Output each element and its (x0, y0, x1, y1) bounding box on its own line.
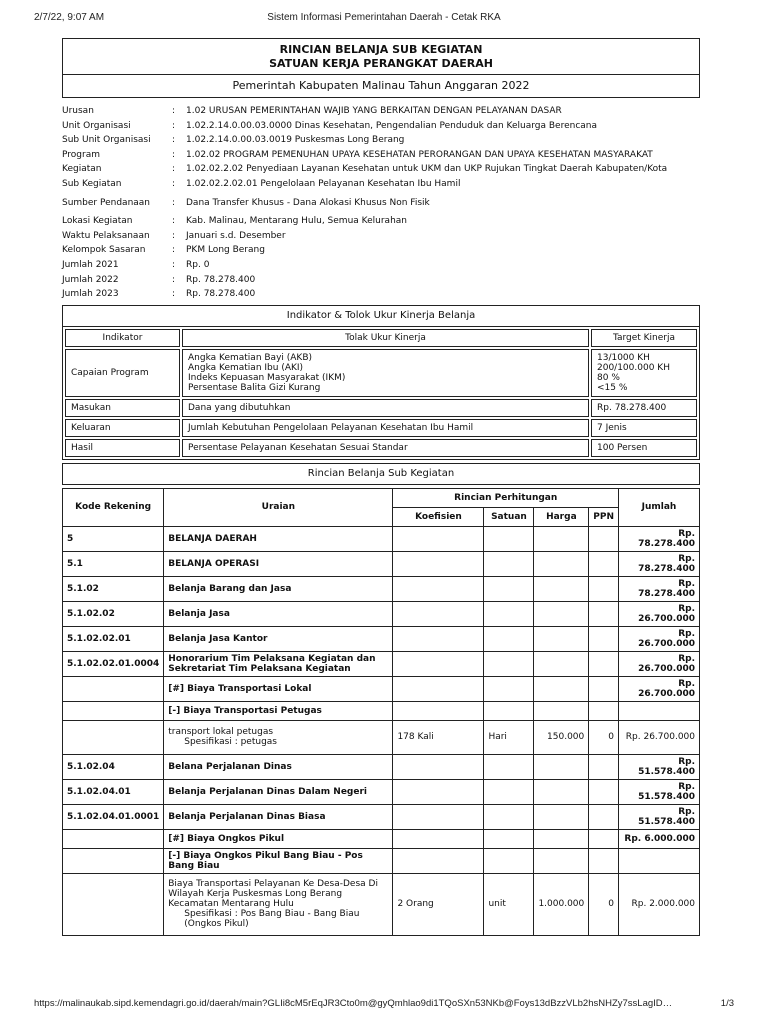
indikator-header-row (65, 329, 697, 347)
uraian-line: Belanja Jasa (168, 608, 230, 619)
meta-row (62, 243, 700, 258)
harga-cell (534, 526, 589, 551)
meta-colon: : (172, 197, 176, 208)
meta-value: PKM Long Berang (186, 245, 265, 256)
meta-key: Lokasi Kegiatan (62, 216, 133, 227)
target-cell (591, 419, 697, 437)
meta-row (62, 273, 700, 288)
target-cell (591, 399, 697, 417)
rincian-title: Rincian Belanja Sub Kegiatan (62, 463, 700, 485)
jumlah-cell: Rp. 26.700.000 (619, 676, 700, 701)
ppn-cell (589, 551, 619, 576)
uraian-cell (164, 804, 393, 829)
uraian-cell (164, 651, 393, 676)
jumlah-cell: Rp. 78.278.400 (619, 576, 700, 601)
page-url: https://malinaukab.sipd.kemendagri.go.id/daerah/main?GLIi8cM5rEqJR3Cto0m@gyQmhlao9di1TQoSXn53NKb@Foys13dBzzVLb2hsNHZy7ssLagID… (34, 998, 673, 1009)
meta-value: 1.02.02.2.02.01 Pengelolaan Pelayanan Kesehatan Ibu Hamil (186, 178, 461, 189)
meta-row (62, 148, 700, 163)
jumlah-cell: Rp. 26.700.000 (619, 651, 700, 676)
uraian-cell (164, 754, 393, 779)
indikator-cell: Capaian Program (65, 349, 180, 397)
meta-colon: : (172, 178, 176, 189)
metadata-list (62, 104, 700, 302)
meta-colon: : (172, 230, 176, 241)
satuan-cell (484, 848, 534, 873)
meta-key: Unit Organisasi (62, 120, 131, 131)
indikator-row (65, 399, 697, 417)
target-line: 80 % (597, 372, 620, 383)
meta-value: Rp. 0 (186, 259, 210, 270)
meta-row (62, 196, 700, 211)
indikator-section (62, 305, 700, 460)
uraian-line: Spesifikasi : petugas (184, 737, 277, 748)
meta-row (62, 258, 700, 273)
satuan-cell (484, 551, 534, 576)
kode-cell: 5.1.02.04.01.0001 (63, 804, 164, 829)
koefisien-cell: 2 Orang (393, 873, 484, 935)
koefisien-cell (393, 626, 484, 651)
satuan-cell: unit (484, 873, 534, 935)
target-line: 200/100.000 KH (597, 362, 670, 373)
tolak-line: Persentase Pelayanan Kesehatan Sesuai Standar (188, 442, 408, 453)
document-title-box (62, 38, 700, 75)
uraian-line: Biaya Transportasi Pelayanan Ke Desa-Desa Di (168, 879, 378, 890)
uraian-cell (164, 848, 393, 873)
kode-cell (63, 676, 164, 701)
satuan-cell (484, 754, 534, 779)
meta-colon: : (172, 120, 176, 131)
meta-colon: : (172, 259, 176, 270)
target-line: 100 Persen (597, 442, 648, 453)
document-subtitle-org: SATUAN KERJA PERANGKAT DAERAH (269, 57, 493, 70)
harga-cell (534, 754, 589, 779)
tolak-cell (182, 419, 589, 437)
kode-cell: 5.1.02.02.01 (63, 626, 164, 651)
rincian-row (63, 551, 700, 576)
koefisien-cell (393, 601, 484, 626)
harga-cell (534, 701, 589, 720)
tolak-line: Dana yang dibutuhkan (188, 402, 291, 413)
ppn-cell: 0 (589, 720, 619, 754)
koefisien-col-header: Koefisien (393, 507, 484, 526)
meta-colon: : (172, 106, 176, 116)
perhitungan-col-header: Rincian Perhitungan (393, 488, 619, 507)
page-number: 1/3 (720, 998, 734, 1009)
meta-value: Rp. 78.278.400 (186, 289, 256, 300)
meta-row (62, 162, 700, 177)
indikator-row (65, 439, 697, 457)
ppn-cell (589, 804, 619, 829)
koefisien-cell (393, 526, 484, 551)
jumlah-cell: Rp. 2.000.000 (619, 873, 700, 935)
uraian-line: Belanja Jasa Kantor (168, 633, 268, 644)
meta-row (62, 104, 700, 119)
meta-key: Sumber Pendanaan (62, 197, 151, 208)
uraian-line: BELANJA OPERASI (168, 558, 260, 569)
meta-key: Kelompok Sasaran (62, 245, 146, 256)
kode-cell (63, 701, 164, 720)
meta-value: 1.02.02.2.02 Penyediaan Layanan Kesehatan untuk UKM dan UKP Rujukan Tingkat Daerah Kabupaten/Kota (186, 164, 668, 175)
ppn-cell (589, 848, 619, 873)
rincian-row (63, 720, 700, 754)
jumlah-cell: Rp. 51.578.400 (619, 754, 700, 779)
uraian-line: transport lokal petugas (168, 727, 274, 738)
print-footer (34, 998, 734, 1012)
meta-value: Dana Transfer Khusus - Dana Alokasi Khusus Non Fisik (186, 197, 430, 208)
koefisien-cell (393, 829, 484, 848)
kode-cell: 5.1.02.04.01 (63, 779, 164, 804)
rincian-row (63, 829, 700, 848)
jumlah-cell: Rp. 51.578.400 (619, 779, 700, 804)
ppn-cell (589, 626, 619, 651)
satuan-cell (484, 676, 534, 701)
tolak-line: Jumlah Kebutuhan Pengelolaan Pelayanan Kesehatan Ibu Hamil (188, 422, 474, 433)
ppn-cell (589, 576, 619, 601)
kode-cell: 5 (63, 526, 164, 551)
koefisien-cell (393, 576, 484, 601)
uraian-line: Spesifikasi : Pos Bang Biau - Bang Biau (184, 909, 360, 920)
koefisien-cell (393, 779, 484, 804)
satuan-cell (484, 804, 534, 829)
rincian-row (63, 626, 700, 651)
jumlah-cell: Rp. 78.278.400 (619, 526, 700, 551)
jumlah-cell: Rp. 26.700.000 (619, 601, 700, 626)
koefisien-cell (393, 804, 484, 829)
kode-cell: 5.1.02.04 (63, 754, 164, 779)
kode-cell (63, 829, 164, 848)
harga-cell (534, 576, 589, 601)
rincian-header-row (63, 488, 700, 507)
harga-cell: 1.000.000 (534, 873, 589, 935)
meta-key: Jumlah 2022 (62, 274, 119, 285)
meta-row (62, 133, 700, 148)
meta-value: Januari s.d. Desember (186, 230, 286, 241)
indikator-col-header: Indikator (65, 329, 180, 347)
meta-key: Sub Unit Organisasi (62, 135, 151, 146)
tolak-cell (182, 349, 589, 397)
jumlah-cell: Rp. 6.000.000 (619, 829, 700, 848)
kode-cell (63, 848, 164, 873)
uraian-line: [-] Biaya Ongkos Pikul Bang Biau - Pos Bang Biau (168, 850, 363, 871)
meta-value: Rp. 78.278.400 (186, 274, 256, 285)
meta-colon: : (172, 216, 176, 227)
tolak-line: Indeks Kepuasan Masyarakat (IKM) (188, 372, 346, 383)
uraian-line: Wilayah Kerja Puskesmas Long Berang (168, 889, 343, 900)
ppn-cell (589, 526, 619, 551)
koefisien-cell (393, 848, 484, 873)
tolak-cell (182, 439, 589, 457)
uraian-cell (164, 779, 393, 804)
uraian-line: (Ongkos Pikul) (184, 919, 249, 930)
kode-cell (63, 720, 164, 754)
meta-colon: : (172, 274, 176, 285)
rincian-row (63, 848, 700, 873)
rincian-row (63, 651, 700, 676)
uraian-line: Belanja Perjalanan Dinas Biasa (168, 811, 326, 822)
document-title: RINCIAN BELANJA SUB KEGIATAN (279, 43, 483, 56)
target-line: Rp. 78.278.400 (597, 402, 667, 413)
satuan-col-header: Satuan (484, 507, 534, 526)
meta-colon: : (172, 149, 176, 160)
jumlah-cell: Rp. 26.700.000 (619, 720, 700, 754)
harga-cell (534, 551, 589, 576)
koefisien-cell (393, 551, 484, 576)
uraian-col-header: Uraian (164, 488, 393, 526)
kode-cell: 5.1 (63, 551, 164, 576)
meta-value: 1.02 URUSAN PEMERINTAHAN WAJIB YANG BERKAITAN DENGAN PELAYANAN DASAR (186, 106, 562, 116)
ppn-cell: 0 (589, 873, 619, 935)
meta-colon: : (172, 289, 176, 300)
satuan-cell (484, 701, 534, 720)
meta-row (62, 229, 700, 244)
target-line: 7 Jenis (597, 422, 627, 433)
meta-row (62, 287, 700, 302)
rincian-row (63, 873, 700, 935)
meta-colon: : (172, 245, 176, 256)
uraian-cell (164, 526, 393, 551)
meta-colon: : (172, 164, 176, 175)
tolak-cell (182, 399, 589, 417)
meta-row (62, 177, 700, 192)
ppn-cell (589, 754, 619, 779)
uraian-cell (164, 873, 393, 935)
rincian-row (63, 576, 700, 601)
uraian-cell (164, 626, 393, 651)
tolak-line: Persentase Balita Gizi Kurang (188, 382, 321, 393)
koefisien-cell (393, 754, 484, 779)
rincian-table (62, 488, 700, 936)
uraian-cell (164, 701, 393, 720)
rincian-row (63, 804, 700, 829)
satuan-cell (484, 779, 534, 804)
satuan-cell (484, 829, 534, 848)
uraian-line: [#] Biaya Transportasi Lokal (168, 683, 312, 694)
ppn-cell (589, 829, 619, 848)
uraian-cell (164, 601, 393, 626)
target-line: <15 % (597, 382, 628, 393)
ppn-cell (589, 676, 619, 701)
rincian-row (63, 754, 700, 779)
uraian-line: Belanja Perjalanan Dinas Dalam Negeri (168, 786, 367, 797)
ppn-cell (589, 601, 619, 626)
document (62, 38, 700, 936)
meta-key: Sub Kegiatan (62, 178, 122, 189)
print-title: Sistem Informasi Pemerintahan Daerah - Cetak RKA (267, 12, 501, 23)
meta-value: Kab. Malinau, Mentarang Hulu, Semua Kelurahan (186, 216, 407, 227)
uraian-cell (164, 676, 393, 701)
harga-cell (534, 829, 589, 848)
meta-key: Jumlah 2021 (62, 259, 119, 270)
satuan-cell (484, 576, 534, 601)
jumlah-cell: Rp. 51.578.400 (619, 804, 700, 829)
satuan-cell (484, 626, 534, 651)
uraian-line: Belanja Barang dan Jasa (168, 583, 292, 594)
meta-key: Jumlah 2023 (62, 289, 119, 300)
tolak-line: Angka Kematian Bayi (AKB) (188, 352, 313, 363)
indikator-table (63, 327, 699, 459)
kode-cell: 5.1.02.02 (63, 601, 164, 626)
rincian-row (63, 526, 700, 551)
satuan-cell (484, 651, 534, 676)
meta-value: 1.02.2.14.0.00.03.0019 Puskesmas Long Berang (186, 135, 405, 146)
kode-cell: 5.1.02 (63, 576, 164, 601)
indikator-cell: Masukan (65, 399, 180, 417)
tolak-line: Angka Kematian Ibu (AKI) (188, 362, 304, 373)
satuan-cell (484, 526, 534, 551)
harga-cell (534, 626, 589, 651)
ppn-col-header: PPN (589, 507, 619, 526)
koefisien-cell: 178 Kali (393, 720, 484, 754)
uraian-line: BELANJA DAERAH (168, 533, 257, 544)
uraian-cell (164, 576, 393, 601)
kode-cell: 5.1.02.02.01.0004 (63, 651, 164, 676)
indikator-cell: Keluaran (65, 419, 180, 437)
meta-key: Kegiatan (62, 164, 102, 175)
print-datetime: 2/7/22, 9:07 AM (34, 12, 105, 23)
target-line: 13/1000 KH (597, 352, 650, 363)
uraian-line: [-] Biaya Transportasi Petugas (168, 705, 322, 716)
meta-value: 1.02.2.14.0.00.03.0000 Dinas Kesehatan, Pengendalian Penduduk dan Keluarga Berencana (186, 120, 598, 131)
indikator-row (65, 419, 697, 437)
satuan-cell: Hari (484, 720, 534, 754)
meta-key: Waktu Pelaksanaan (62, 230, 150, 241)
uraian-line: Kecamatan Mentarang Hulu (168, 899, 294, 910)
jumlah-col-header: Jumlah (619, 488, 700, 526)
ppn-cell (589, 701, 619, 720)
rincian-row (63, 601, 700, 626)
print-header (34, 12, 734, 26)
harga-cell (534, 651, 589, 676)
target-cell (591, 349, 697, 397)
uraian-cell (164, 829, 393, 848)
uraian-cell (164, 720, 393, 754)
jumlah-cell: Rp. 26.700.000 (619, 626, 700, 651)
jumlah-cell (619, 848, 700, 873)
harga-cell (534, 804, 589, 829)
target-cell (591, 439, 697, 457)
kode-col-header: Kode Rekening (63, 488, 164, 526)
uraian-line: Honorarium Tim Pelaksana Kegiatan dan Sekretariat Tim Pelaksana Kegiatan (168, 653, 376, 674)
jumlah-cell: Rp. 78.278.400 (619, 551, 700, 576)
target-col-header: Target Kinerja (591, 329, 697, 347)
harga-cell (534, 779, 589, 804)
indikator-title: Indikator & Tolok Ukur Kinerja Belanja (63, 306, 699, 327)
indikator-cell: Hasil (65, 439, 180, 457)
meta-key: Urusan (62, 106, 94, 116)
harga-cell (534, 676, 589, 701)
indikator-row (65, 349, 697, 397)
uraian-line: [#] Biaya Ongkos Pikul (168, 833, 285, 844)
meta-row (62, 119, 700, 134)
harga-cell: 150.000 (534, 720, 589, 754)
harga-cell (534, 848, 589, 873)
meta-value: 1.02.02 PROGRAM PEMENUHAN UPAYA KESEHATAN PERORANGAN DAN UPAYA KESEHATAN MASYARAKAT (186, 149, 653, 160)
tolak-col-header: Tolak Ukur Kinerja (182, 329, 589, 347)
harga-col-header: Harga (534, 507, 589, 526)
document-year-line: Pemerintah Kabupaten Malinau Tahun Anggaran 2022 (62, 75, 700, 98)
rincian-row (63, 779, 700, 804)
ppn-cell (589, 651, 619, 676)
koefisien-cell (393, 676, 484, 701)
koefisien-cell (393, 701, 484, 720)
uraian-cell (164, 551, 393, 576)
meta-colon: : (172, 135, 176, 146)
jumlah-cell (619, 701, 700, 720)
uraian-line: Belana Perjalanan Dinas (168, 761, 292, 772)
meta-key: Program (62, 149, 100, 160)
koefisien-cell (393, 651, 484, 676)
harga-cell (534, 601, 589, 626)
ppn-cell (589, 779, 619, 804)
kode-cell (63, 873, 164, 935)
rincian-row (63, 701, 700, 720)
satuan-cell (484, 601, 534, 626)
meta-row (62, 214, 700, 229)
rincian-row (63, 676, 700, 701)
